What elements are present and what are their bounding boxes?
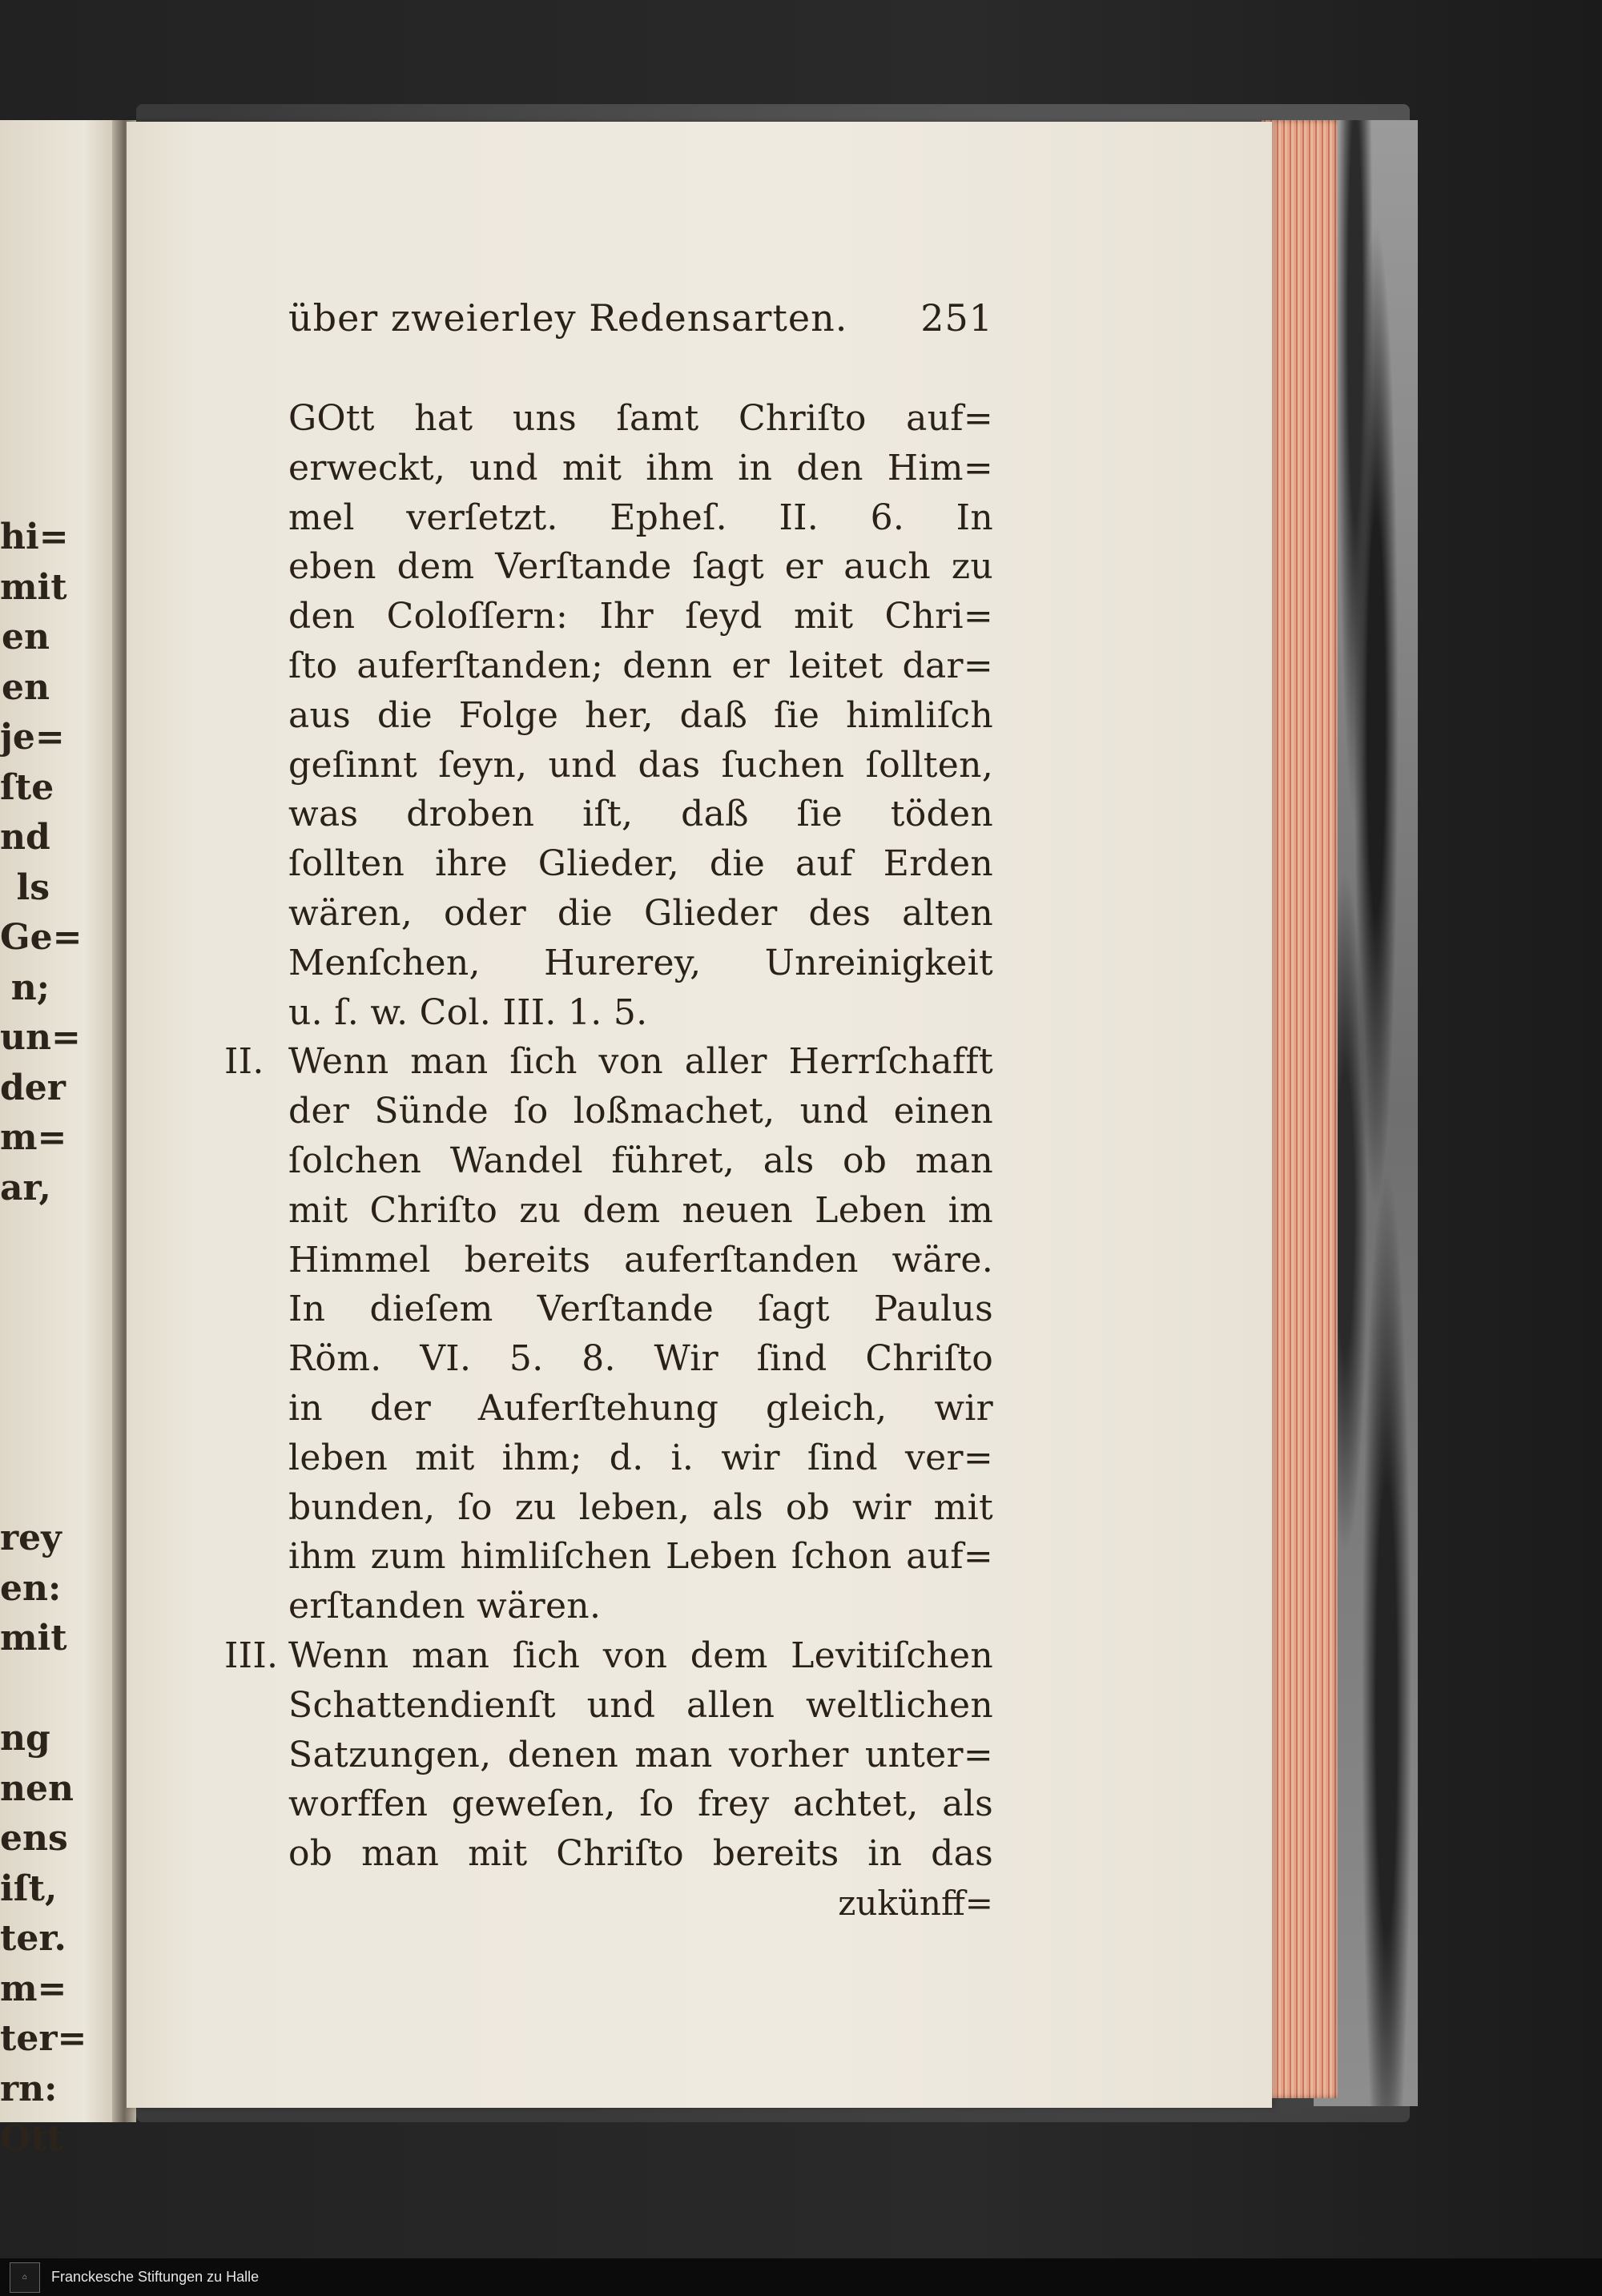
catchword: zukünff=: [838, 1883, 993, 1923]
left-fragment: ar,: [0, 1167, 51, 1208]
left-fragment: mit: [0, 1618, 67, 1659]
right-page: [127, 122, 1272, 2108]
footer-bar: [0, 2258, 1602, 2296]
line-text: der Sünde ſo loßmachet, und einen: [288, 1091, 993, 1132]
text-line: [224, 1631, 993, 1681]
left-fragment: ng: [0, 1718, 50, 1759]
left-fragment: [0, 1213, 50, 1264]
text-line: [288, 1186, 993, 1236]
line-text: Himmel bereits auferſtanden wäre.: [288, 1239, 993, 1281]
left-fragment: nen: [0, 1767, 74, 1809]
left-fragment: ſte: [0, 766, 54, 808]
text-line: [288, 741, 993, 790]
line-text: eben dem Verſtande ſagt er auch zu: [288, 546, 993, 588]
running-header: [288, 296, 993, 352]
line-text: Schattendienſt und allen weltlichen: [288, 1684, 993, 1726]
text-line: [288, 1483, 993, 1533]
section-number: III.: [224, 1635, 279, 1676]
left-fragment: Ott: [0, 2118, 63, 2159]
left-fragment: [0, 1313, 50, 1364]
running-title: über zweierley Redensarten.: [288, 296, 848, 340]
left-fragment: un=: [0, 1017, 81, 1058]
text-line: [288, 1582, 993, 1631]
text-line: [288, 394, 993, 444]
left-fragment: nd: [0, 817, 50, 858]
text-line: [288, 790, 993, 839]
line-text: Menſchen, Hurerey, Unreinigkeit: [288, 942, 993, 983]
left-fragment: Ge=: [0, 917, 83, 958]
line-text: wären, oder die Glieder des alten: [288, 892, 993, 934]
line-text: in der Auferſtehung gleich, wir: [288, 1387, 993, 1429]
text-line: [288, 592, 993, 641]
left-page-text: [0, 513, 87, 2165]
line-text: ſolchen Wandel führet, als ob man: [288, 1140, 993, 1181]
left-fragment: m=: [0, 1117, 67, 1158]
text-line: [288, 1829, 993, 1879]
left-fragment: der: [0, 1067, 66, 1108]
text-line: [288, 839, 993, 889]
line-text: erweckt, und mit ihm in den Him=: [288, 447, 993, 489]
left-fragment: rn:: [0, 2068, 58, 2109]
left-fragment: mit: [0, 566, 67, 608]
text-line: [288, 988, 993, 1038]
line-text: geſinnt ſeyn, und das ſuchen ſollten,: [288, 744, 993, 786]
page-edges: [1262, 120, 1338, 2098]
left-fragment: iſt,: [0, 1868, 58, 1909]
line-text: Wenn man ſich von aller Herrſchafft: [288, 1041, 993, 1083]
text-line: [288, 889, 993, 939]
left-fragment: en: [2, 617, 50, 657]
left-fragment: ls: [16, 867, 50, 908]
left-fragment: m=: [0, 1968, 67, 2009]
left-fragment: en:: [0, 1567, 62, 1609]
line-text: erſtanden wären.: [288, 1586, 602, 1627]
body-text: [224, 394, 993, 1879]
left-fragment: ter.: [0, 1918, 66, 1959]
line-text: den Coloſſern: Ihr ſeyd mit Chri=: [288, 596, 993, 637]
left-fragment: [0, 1364, 50, 1414]
line-text: ſto auferſtanden; denn er leitet dar=: [288, 645, 993, 686]
text-line: [288, 1136, 993, 1186]
text-line: [224, 1037, 993, 1087]
text-line: [288, 1087, 993, 1136]
line-text: ihm zum himliſchen Leben ſchon auf=: [288, 1536, 993, 1578]
line-text: In dieſem Verſtande ſagt Paulus: [288, 1289, 993, 1330]
line-text: worffen geweſen, ſo frey achtet, als: [288, 1783, 993, 1825]
line-text: mit Chriſto zu dem neuen Leben im: [288, 1189, 993, 1231]
line-text: ob man mit Chriſto bereits in das: [288, 1833, 993, 1875]
line-text: u. ſ. w. Col. III. 1. 5.: [288, 991, 648, 1033]
line-text: Röm. VI. 5. 8. Wir ſind Chriſto: [288, 1338, 993, 1380]
section-number: II.: [224, 1041, 264, 1083]
line-text: GOtt hat uns ſamt Chriſto auf=: [288, 398, 993, 439]
text-line: [288, 1681, 993, 1731]
institution-logo: ⌂: [10, 2262, 40, 2293]
text-line: [288, 1334, 993, 1384]
text-line: [288, 1532, 993, 1582]
page-number: 251: [920, 296, 993, 340]
line-text: Wenn man ſich von dem Levitiſchen: [288, 1635, 993, 1676]
left-fragment: [0, 1464, 50, 1514]
text-line: [288, 1285, 993, 1334]
line-text: was droben iſt, daß ſie töden: [288, 794, 993, 835]
line-text: aus die Folge her, daß ſie himliſch: [288, 694, 993, 736]
text-line: [288, 1779, 993, 1829]
line-text: ſollten ihre Glieder, die auf Erden: [288, 843, 993, 885]
text-block: [224, 296, 993, 1928]
left-fragment: en: [2, 666, 50, 708]
text-line: [288, 939, 993, 988]
left-fragment: ter=: [0, 2018, 87, 2059]
line-text: bunden, ſo zu leben, als ob wir mit: [288, 1486, 993, 1528]
text-line: [288, 1236, 993, 1285]
institution-name: Franckesche Stiftungen zu Halle: [51, 2269, 260, 2285]
text-line: [288, 1433, 993, 1483]
left-fragment: hi=: [0, 517, 69, 557]
left-fragment: rey: [0, 1518, 62, 1558]
left-fragment: [0, 1413, 50, 1464]
text-line: [288, 691, 993, 741]
left-page: [0, 120, 120, 2159]
line-text: leben mit ihm; d. i. wir ſind ver=: [288, 1437, 993, 1478]
left-fragment: [0, 1664, 50, 1715]
left-fragment: je=: [0, 717, 65, 758]
left-fragment: n;: [10, 967, 50, 1008]
left-fragment: [0, 1264, 50, 1314]
line-text: Satzungen, denen man vorher unter=: [288, 1734, 993, 1775]
text-line: [288, 444, 993, 493]
text-line: [288, 1384, 993, 1433]
text-line: [288, 542, 993, 592]
text-line: [288, 1731, 993, 1780]
left-fragment: ens: [0, 1818, 68, 1859]
line-text: mel verſetzt. Epheſ. II. 6. In: [288, 497, 993, 538]
text-line: [288, 641, 993, 691]
text-line: [288, 493, 993, 543]
